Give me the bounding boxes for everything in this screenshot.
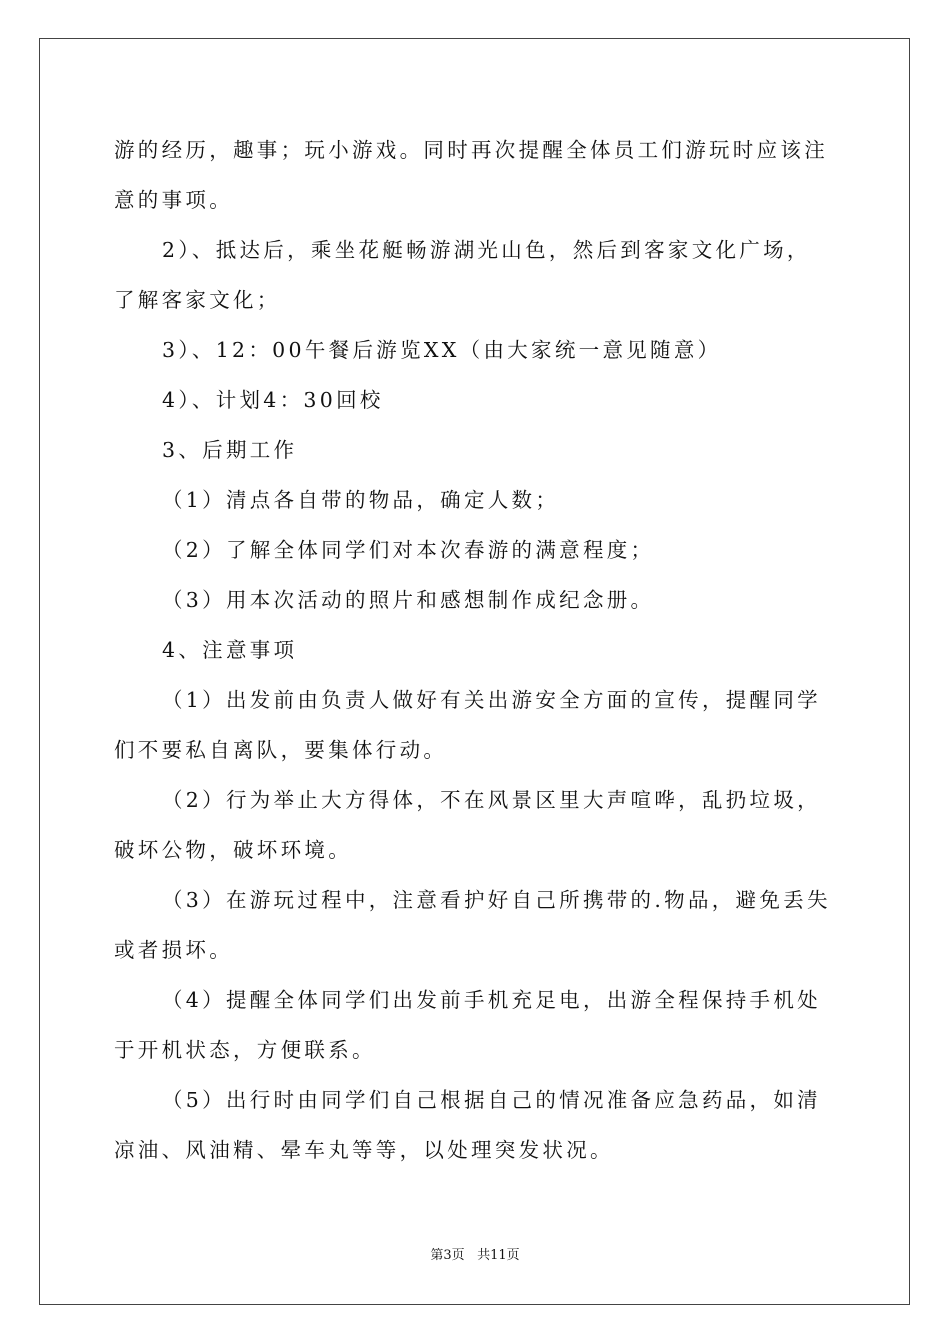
text-line: 破坏公物，破坏环境。 xyxy=(114,838,352,862)
page-total: 共11页 xyxy=(477,1248,520,1263)
text-line: （4）提醒全体同学们出发前手机充足电，出游全程保持手机处 xyxy=(162,988,821,1012)
text-line: （2）了解全体同学们对本次春游的满意程度； xyxy=(162,538,655,562)
page-number: 第3页 xyxy=(430,1248,465,1263)
text-line: 了解客家文化； xyxy=(114,288,281,312)
text-line: 3）、12：00午餐后游览XX（由大家统一意见随意） xyxy=(162,338,722,362)
text-line: 2）、抵达后，乘坐花艇畅游湖光山色，然后到客家文化广场， xyxy=(162,238,811,262)
text-line: 意的事项。 xyxy=(114,188,233,212)
section-heading: 3、后期工作 xyxy=(162,438,298,462)
text-line: 凉油、风油精、晕车丸等等，以处理突发状况。 xyxy=(114,1138,614,1162)
text-line: 于开机状态，方便联系。 xyxy=(114,1038,376,1062)
text-line: （1）出发前由负责人做好有关出游安全方面的宣传，提醒同学 xyxy=(162,688,821,712)
text-line: （5）出行时由同学们自己根据自己的情况准备应急药品，如清 xyxy=(162,1088,821,1112)
text-line: 或者损坏。 xyxy=(114,938,233,962)
text-line: （1）清点各自带的物品，确定人数； xyxy=(162,488,560,512)
section-heading: 4、注意事项 xyxy=(162,638,298,662)
text-line: （3）在游玩过程中，注意看护好自己所携带的.物品，避免丢失 xyxy=(162,888,831,912)
text-line: 游的经历，趣事；玩小游戏。同时再次提醒全体员工们游玩时应该注 xyxy=(114,138,828,162)
text-line: （3）用本次活动的照片和感想制作成纪念册。 xyxy=(162,588,655,612)
text-line: （2）行为举止大方得体，不在风景区里大声喧哗，乱扔垃圾， xyxy=(162,788,821,812)
page-footer xyxy=(0,1247,950,1265)
text-line: 们不要私自离队，要集体行动。 xyxy=(114,738,448,762)
text-line: 4）、计划4：30回校 xyxy=(162,388,384,412)
